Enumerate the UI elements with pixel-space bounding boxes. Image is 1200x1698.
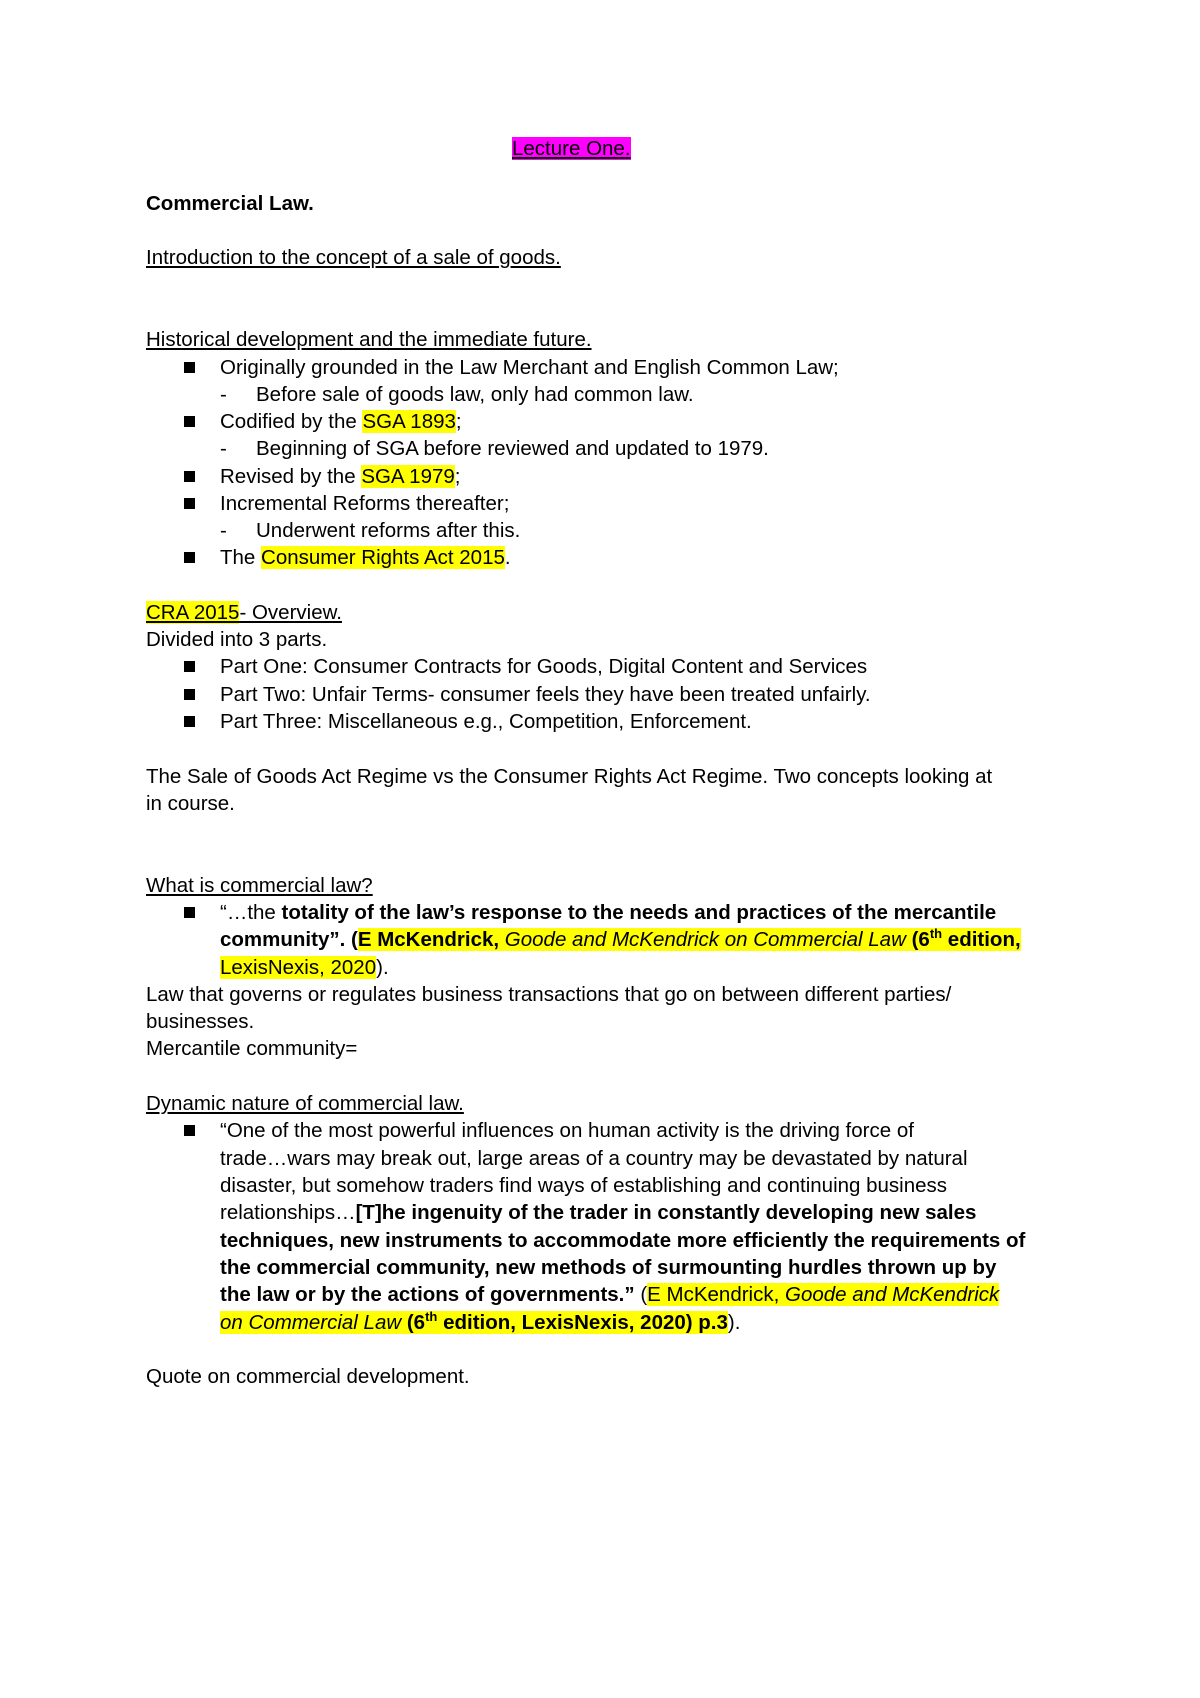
dynamic-heading: Dynamic nature of commercial law. [146, 1092, 464, 1115]
bullet-square-icon [184, 716, 195, 727]
historical-bullet-2: Codified by the SGA 1893; [220, 410, 462, 433]
dynamic-line-3: disaster, but somehow traders find ways of establishing and continuing business [220, 1174, 948, 1197]
intro-heading: Introduction to the concept of a sale of goods. [146, 246, 561, 269]
dynamic-line-7: the law or by the actions of governments.” (E McKendrick, Goode and McKendrick [220, 1283, 1000, 1306]
historical-sub-1: Before sale of goods law, only had common law. [256, 383, 694, 406]
historical-sub-2: Beginning of SGA before reviewed and updated to 1979. [256, 437, 769, 460]
historical-heading: Historical development and the immediate future. [146, 328, 592, 351]
dynamic-line-8: on Commercial Law (6th edition, LexisNexis, 2020) p.3). [220, 1309, 741, 1334]
what-definition-2: businesses. [146, 1010, 255, 1033]
bullet-square-icon [184, 498, 195, 509]
dynamic-line-4: relationships…[T]he ingenuity of the trader in constantly developing new sales [220, 1201, 977, 1224]
dynamic-line-6: the commercial community, new methods of surmounting hurdles thrown up by [220, 1256, 997, 1279]
dash-icon: - [220, 437, 227, 460]
what-quote-line-1: “…the totality of the law’s response to the needs and practices of the mercantile [220, 901, 997, 924]
cra-part-2: Part Two: Unfair Terms- consumer feels they have been treated unfairly. [220, 683, 871, 706]
mercantile-community: Mercantile community= [146, 1037, 358, 1060]
regime-line-2: in course. [146, 792, 235, 815]
bullet-square-icon [184, 471, 195, 482]
dash-icon: - [220, 383, 227, 406]
bullet-square-icon [184, 907, 195, 918]
bullet-square-icon [184, 362, 195, 373]
dash-icon: - [220, 519, 227, 542]
historical-bullet-1: Originally grounded in the Law Merchant and English Common Law; [220, 356, 839, 379]
cra-part-3: Part Three: Miscellaneous e.g., Competition, Enforcement. [220, 710, 752, 733]
quote-note: Quote on commercial development. [146, 1365, 470, 1388]
what-definition-1: Law that governs or regulates business transactions that go on between different parties/ [146, 983, 952, 1006]
cra-part-1: Part One: Consumer Contracts for Goods, Digital Content and Services [220, 655, 868, 678]
what-quote-line-2: community”. (E McKendrick, Goode and McKendrick on Commercial Law (6th edition, [220, 926, 1021, 951]
dynamic-line-1: “One of the most powerful influences on human activity is the driving force of [220, 1119, 914, 1142]
dynamic-line-5: techniques, new instruments to accommodate more efficiently the requirements of [220, 1229, 1026, 1252]
lecture-title: Lecture One. [512, 137, 631, 160]
bullet-square-icon [184, 689, 195, 700]
historical-bullet-3: Revised by the SGA 1979; [220, 465, 461, 488]
historical-bullet-4: Incremental Reforms thereafter; [220, 492, 510, 515]
what-quote-line-3: LexisNexis, 2020). [220, 956, 389, 979]
cra-heading: CRA 2015- Overview. [146, 601, 342, 624]
bullet-square-icon [184, 661, 195, 672]
regime-line-1: The Sale of Goods Act Regime vs the Consumer Rights Act Regime. Two concepts looking at [146, 765, 993, 788]
historical-sub-4: Underwent reforms after this. [256, 519, 521, 542]
bullet-square-icon [184, 416, 195, 427]
what-heading: What is commercial law? [146, 874, 373, 897]
historical-bullet-5: The Consumer Rights Act 2015. [220, 546, 511, 569]
bullet-square-icon [184, 552, 195, 563]
dynamic-line-2: trade…wars may break out, large areas of a country may be devastated by natural [220, 1147, 968, 1170]
cra-divided: Divided into 3 parts. [146, 628, 328, 651]
main-heading: Commercial Law. [146, 192, 314, 215]
bullet-square-icon [184, 1125, 195, 1136]
